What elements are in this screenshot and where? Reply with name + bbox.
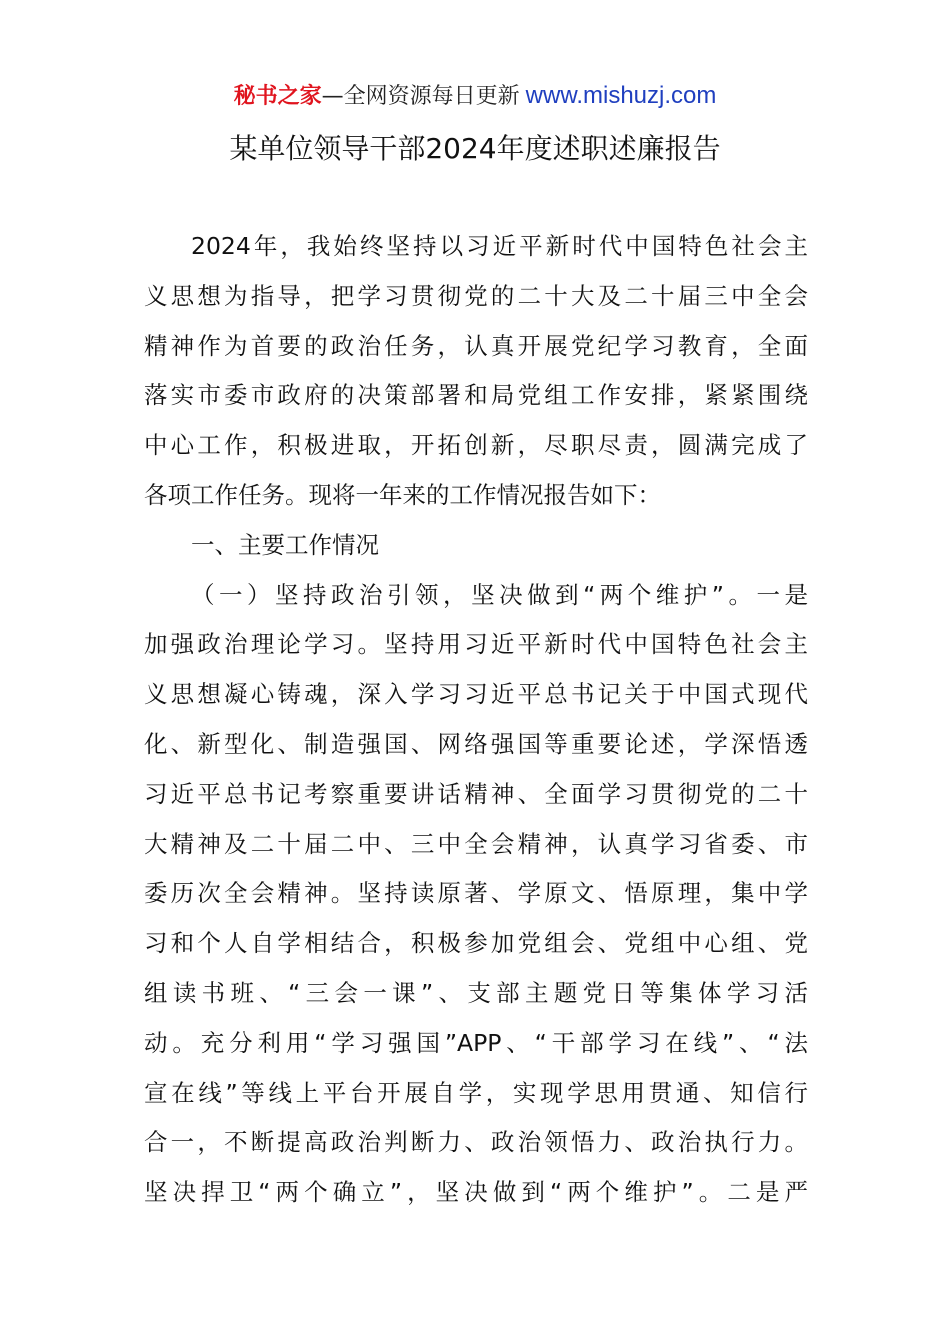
body-line: 中心工作，积极进取，开拓创新，尽职尽责，圆满完成了	[144, 431, 808, 460]
body-line: 精神作为首要的政治任务，认真开展党纪学习教育，全面	[144, 331, 808, 360]
body-line: 坚决捍卫“两个确立”，坚决做到“两个维护”。二是严	[144, 1178, 808, 1207]
body-line: 义思想为指导，把学习贯彻党的二十大及二十届三中全会	[144, 281, 808, 310]
body-line: （一）坚持政治引领，坚决做到“两个维护”。一是	[191, 580, 808, 609]
body-line: 大精神及二十届二中、三中全会精神，认真学习省委、市	[144, 829, 808, 858]
site-url: www.mishuzj.com	[525, 82, 717, 109]
body-line: 2024年，我始终坚持以习近平新时代中国特色社会主	[191, 232, 808, 260]
body-line: 习近平总书记考察重要讲话精神、全面学习贯彻党的二十	[144, 779, 808, 808]
body-line: 委历次全会精神。坚持读原著、学原文、悟原理，集中学	[144, 879, 808, 908]
document-body	[144, 222, 808, 1218]
body-line: 习和个人自学相结合，积极参加党组会、党组中心组、党	[144, 929, 808, 958]
brand-name: 秘书之家	[233, 84, 322, 109]
section-heading: 一、主要工作情况	[191, 530, 379, 559]
body-line: 义思想凝心铸魂，深入学习习近平总书记关于中国式现代	[144, 680, 808, 709]
body-line: 动。充分利用“学习强国”APP、“干部学习在线”、“法	[144, 1028, 808, 1057]
body-line: 宣在线”等线上平台开展自学，实现学思用贯通、知信行	[144, 1078, 808, 1107]
body-line: 落实市委市政府的决策部署和局党组工作安排，紧紧围绕	[144, 381, 808, 410]
watermark-header	[0, 80, 950, 113]
document-title: 某单位领导干部2024年度述职述廉报告	[229, 132, 721, 165]
body-line: 化、新型化、制造强国、网络强国等重要论述，学深悟透	[144, 729, 808, 758]
body-line: 组读书班、“三会一课”、支部主题党日等集体学习活	[144, 978, 808, 1007]
body-line: 各项工作任务。现将一年来的工作情况报告如下：	[144, 480, 661, 509]
body-line: 加强政治理论学习。坚持用习近平新时代中国特色社会主	[144, 630, 808, 659]
tagline: —全网资源每日更新	[321, 84, 520, 109]
body-line: 合一，不断提高政治判断力、政治领悟力、政治执行力。	[144, 1128, 808, 1157]
